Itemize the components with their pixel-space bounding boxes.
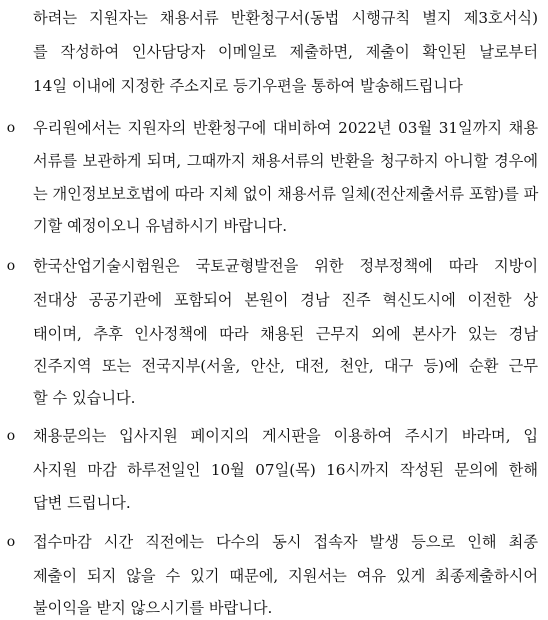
bullet-marker: o: [6, 534, 16, 550]
text-line: 14일 이내에 지정한 주소지로 등기우편을 통하여 발송해드립니다: [33, 77, 463, 95]
text-line: 전대상 공공기관에 포함되어 본원이 경남 진주 혁신도시에 이전한 상: [33, 291, 538, 309]
text-line: 를 작성하여 인사담당자 이메일로 제출하면, 제출이 확인된 날로부터: [33, 43, 538, 61]
text-line: 답변 드립니다.: [33, 494, 131, 512]
text-line: 할 수 있습니다.: [33, 389, 136, 407]
text-line: 사지원 마감 하루전일인 10월 07일(목) 16시까지 작성된 문의에 한해: [33, 461, 538, 479]
bullet-marker: o: [6, 428, 16, 444]
bullet-marker: o: [6, 258, 16, 274]
text-line: 하려는 지원자는 채용서류 반환청구서(동법 시행규칙 별지 제3호서식): [33, 9, 538, 27]
text-line: 불이익을 받지 않으시기를 바랍니다.: [33, 599, 273, 617]
bullet-marker: o: [6, 120, 16, 136]
text-line: 진주지역 또는 전국지부(서울, 안산, 대전, 천안, 대구 등)에 순환 근무: [33, 357, 538, 375]
text-line: 태이며, 추후 인사정책에 따라 채용된 근무지 외에 본사가 있는 경남: [33, 325, 538, 343]
text-line: 한국산업기술시험원은 국토균형발전을 위한 정부정책에 따라 지방이: [33, 257, 538, 275]
text-line: 우리원에서는 지원자의 반환청구에 대비하여 2022년 03월 31일까지 채용: [33, 119, 538, 137]
text-line: 제출이 되지 않을 수 있기 때문에, 지원서는 여유 있게 최종제출하시어: [33, 567, 538, 585]
text-line: 기할 예정이오니 유념하시기 바랍니다.: [33, 217, 288, 235]
text-line: 는 개인정보보호법에 따라 지체 없이 채용서류 일체(전산제출서류 포함)를 파: [33, 185, 539, 203]
text-line: 접수마감 시간 직전에는 다수의 동시 접속자 발생 등으로 인해 최종: [33, 533, 538, 551]
text-line: 서류를 보관하게 되며, 그때까지 채용서류의 반환을 청구하지 아니할 경우에: [33, 152, 538, 170]
text-line: 채용문의는 입사지원 페이지의 게시판을 이용하여 주시기 바라며, 입: [33, 427, 538, 445]
